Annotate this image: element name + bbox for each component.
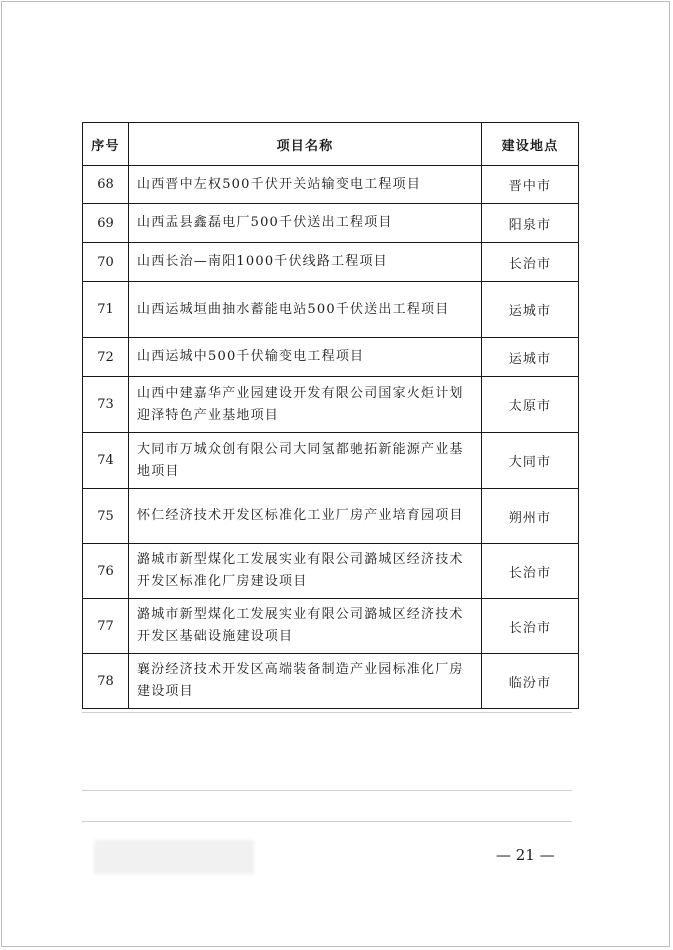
header-name: 项目名称	[129, 123, 482, 166]
row-location: 朔州市	[482, 489, 579, 544]
row-project-name: 山西晋中左权500千伏开关站输变电工程项目	[129, 166, 482, 204]
table-row	[83, 599, 579, 654]
table-row	[83, 654, 579, 709]
row-location: 长治市	[482, 544, 579, 599]
row-num: 70	[83, 243, 129, 282]
row-project-name: 山西运城中500千伏输变电工程项目	[129, 338, 482, 377]
row-num: 75	[83, 489, 129, 544]
table-row	[83, 544, 579, 599]
faded-footer-rule	[82, 790, 572, 791]
row-location: 运城市	[482, 282, 579, 338]
row-project-name: 潞城市新型煤化工发展实业有限公司潞城区经济技术开发区基础设施建设项目	[129, 599, 482, 654]
scan-smudge	[94, 840, 254, 874]
row-location: 长治市	[482, 243, 579, 282]
row-project-name: 山西运城垣曲抽水蓄能电站500千伏送出工程项目	[129, 282, 482, 338]
row-location: 太原市	[482, 377, 579, 433]
header-location: 建设地点	[482, 123, 579, 166]
page-number: — 21 —	[496, 846, 555, 864]
row-num: 68	[83, 166, 129, 204]
table-row	[83, 204, 579, 243]
table-row	[83, 433, 579, 489]
row-num: 77	[83, 599, 129, 654]
row-location: 长治市	[482, 599, 579, 654]
project-table	[82, 122, 579, 709]
row-project-name: 潞城市新型煤化工发展实业有限公司潞城区经济技术开发区标准化厂房建设项目	[129, 544, 482, 599]
table-row	[83, 338, 579, 377]
row-project-name: 山西中建嘉华产业园建设开发有限公司国家火炬计划迎泽特色产业基地项目	[129, 377, 482, 433]
faded-footer-rule	[82, 821, 572, 822]
row-num: 78	[83, 654, 129, 709]
table-row	[83, 489, 579, 544]
row-project-name: 怀仁经济技术开发区标准化工业厂房产业培育园项目	[129, 489, 482, 544]
row-location: 阳泉市	[482, 204, 579, 243]
row-num: 74	[83, 433, 129, 489]
row-num: 73	[83, 377, 129, 433]
row-location: 大同市	[482, 433, 579, 489]
row-project-name: 山西长治—南阳1000千伏线路工程项目	[129, 243, 482, 282]
header-num: 序号	[83, 123, 129, 166]
row-num: 76	[83, 544, 129, 599]
row-location: 临汾市	[482, 654, 579, 709]
table-row	[83, 243, 579, 282]
row-project-name: 大同市万城众创有限公司大同氢都驰拓新能源产业基地项目	[129, 433, 482, 489]
row-project-name: 襄汾经济技术开发区高端装备制造产业园标准化厂房建设项目	[129, 654, 482, 709]
row-project-name: 山西盂县鑫磊电厂500千伏送出工程项目	[129, 204, 482, 243]
row-num: 71	[83, 282, 129, 338]
row-num: 69	[83, 204, 129, 243]
table-row	[83, 282, 579, 338]
row-location: 晋中市	[482, 166, 579, 204]
row-location: 运城市	[482, 338, 579, 377]
table-header-row	[83, 123, 579, 166]
table-row	[83, 377, 579, 433]
row-num: 72	[83, 338, 129, 377]
faded-footer-rule	[82, 712, 572, 713]
table-row	[83, 166, 579, 204]
